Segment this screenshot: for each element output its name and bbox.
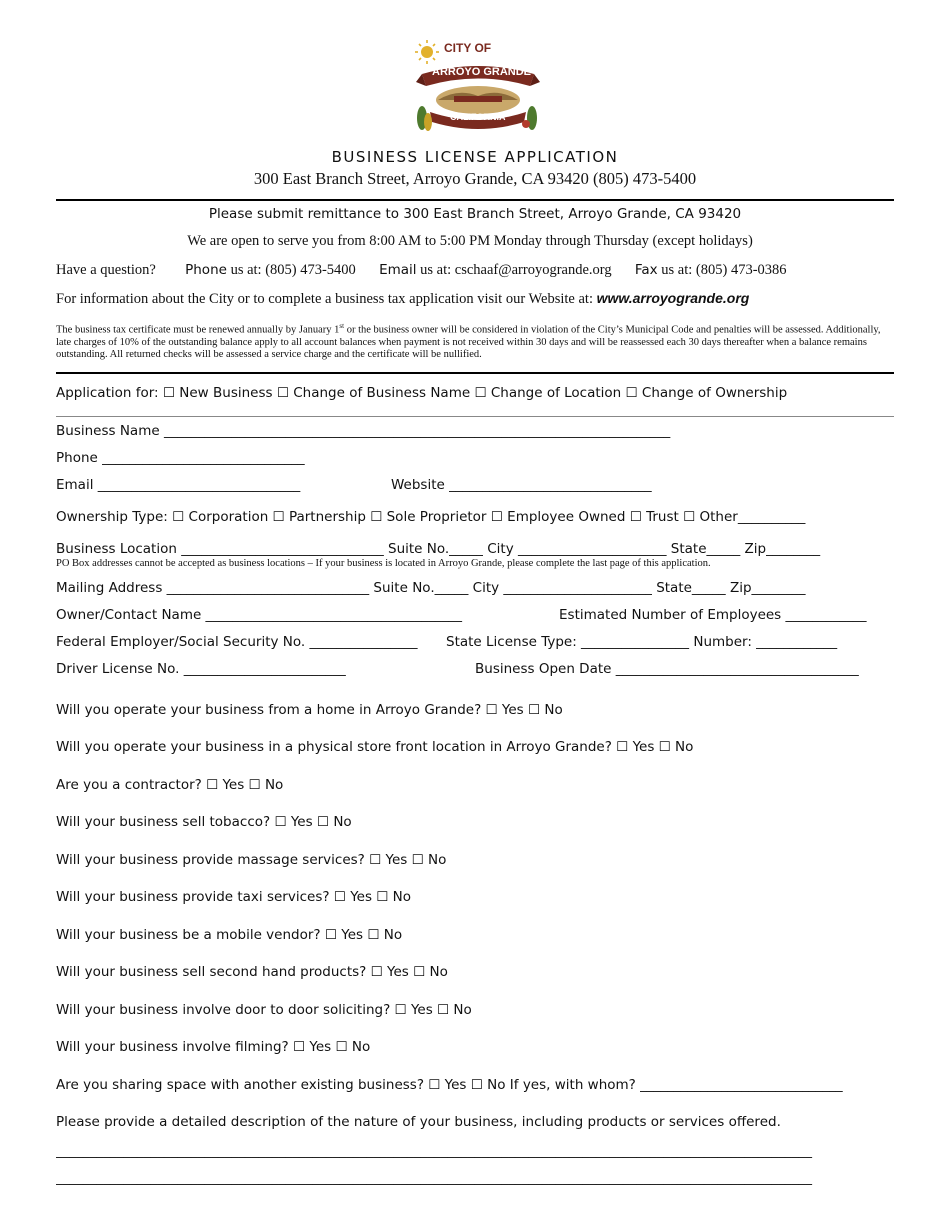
business-name-field[interactable]: Business Name ___________________________________________________________________________ xyxy=(56,423,671,439)
po-box-note: PO Box addresses cannot be accepted as business locations – If your business is located in Arroyo Grande, please complete the last page of this application. xyxy=(56,558,711,569)
question-second-hand[interactable]: Will your business sell second hand products? ☐ Yes ☐ No xyxy=(56,964,448,980)
state-license-field[interactable]: State License Type: ________________ Number: ____________ xyxy=(446,634,838,650)
website-link[interactable]: www.arroyogrande.org xyxy=(596,290,750,306)
phone-value: us at: (805) 473-5400 xyxy=(226,262,356,278)
question-storefront[interactable]: Will you operate your business in a physical store front location in Arroyo Grande? ☐ Yes ☐ No xyxy=(56,739,694,755)
contact-row xyxy=(56,262,787,279)
logo-city-of-text: CITY OF xyxy=(444,41,492,55)
description-line-2[interactable]: ________________________________________________________________________________________________________________ xyxy=(56,1170,812,1186)
business-location-row[interactable]: Business Location ______________________________ Suite No._____ City ______________________ State_____ Zip________ xyxy=(56,541,821,557)
email-field[interactable]: Email ______________________________ xyxy=(56,477,301,493)
ownership-type-row[interactable]: Ownership Type: ☐ Corporation ☐ Partnership ☐ Sole Proprietor ☐ Employee Owned ☐ Trust ☐ Other__________ xyxy=(56,509,806,525)
sun-icon xyxy=(415,40,439,64)
notice-text-2: or the business owner will be considered in violation of the City’s Municipal Code and penalties will be assessed. Additionally, late charges of 10% of the outstanding balance apply to all account balances when payment is not received within 30 days and will be reassessed each 30 days thereafter when a balance remains outstanding. All returned checks will be assessed a service charge and the certificate will be nullified. xyxy=(56,324,881,360)
mailing-address-row[interactable]: Mailing Address ______________________________ Suite No._____ City ______________________ State_____ Zip________ xyxy=(56,580,806,596)
question-mobile-vendor[interactable]: Will your business be a mobile vendor? ☐ Yes ☐ No xyxy=(56,927,403,943)
office-hours: We are open to serve you from 8:00 AM to 5:00 PM Monday through Thursday (except holidays) xyxy=(187,233,753,249)
divider-middle xyxy=(56,372,894,374)
notice-sup: st xyxy=(339,322,345,330)
question-label: Have a question? xyxy=(56,262,156,278)
remittance-line: Please submit remittance to 300 East Branch Street, Arroyo Grande, CA 93420 xyxy=(208,206,742,222)
question-taxi[interactable]: Will your business provide taxi services? ☐ Yes ☐ No xyxy=(56,889,412,905)
owner-contact-field[interactable]: Owner/Contact Name ______________________________________ xyxy=(56,607,463,623)
open-date-field[interactable]: Business Open Date ____________________________________ xyxy=(475,661,859,677)
employees-field[interactable]: Estimated Number of Employees ____________ xyxy=(559,607,867,623)
renewal-notice xyxy=(56,320,894,361)
question-tobacco[interactable]: Will your business sell tobacco? ☐ Yes ☐ No xyxy=(56,814,352,830)
website-field[interactable]: Website ______________________________ xyxy=(391,477,652,493)
logo-arroyo-grande-text: ARROYO GRANDE xyxy=(432,66,532,78)
notice-text-1: The business tax certificate must be renewed annually by January 1 xyxy=(56,324,340,336)
question-door-to-door[interactable]: Will your business involve door to door soliciting? ☐ Yes ☐ No xyxy=(56,1002,472,1018)
website-row xyxy=(56,290,749,308)
question-filming[interactable]: Will your business involve filming? ☐ Yes ☐ No xyxy=(56,1039,371,1055)
city-logo xyxy=(414,38,542,136)
question-home[interactable]: Will you operate your business from a home in Arroyo Grande? ☐ Yes ☐ No xyxy=(56,702,563,718)
form-title: BUSINESS LICENSE APPLICATION xyxy=(331,148,619,166)
federal-id-field[interactable]: Federal Employer/Social Security No. ________________ xyxy=(56,634,418,650)
email-value: us at: cschaaf@arroyogrande.org xyxy=(416,262,612,278)
driver-license-field[interactable]: Driver License No. ________________________ xyxy=(56,661,346,677)
description-prompt: Please provide a detailed description of the nature of your business, including products or services offered. xyxy=(56,1114,781,1130)
question-massage[interactable]: Will your business provide massage services? ☐ Yes ☐ No xyxy=(56,852,447,868)
fax-value: us at: (805) 473-0386 xyxy=(657,262,787,278)
phone-field[interactable]: Phone ______________________________ xyxy=(56,450,305,466)
application-for-row[interactable]: Application for: ☐ New Business ☐ Change of Business Name ☐ Change of Location ☐ Change of Ownership xyxy=(56,385,788,401)
phone-label: Phone xyxy=(185,262,227,278)
question-sharing-space[interactable]: Are you sharing space with another existing business? ☐ Yes ☐ No If yes, with whom? ______________________________ xyxy=(56,1077,843,1093)
email-label: Email xyxy=(379,262,417,278)
city-address: 300 East Branch Street, Arroyo Grande, CA 93420 (805) 473-5400 xyxy=(253,169,697,188)
logo-california-text: CALIFORNIA xyxy=(450,112,506,122)
description-line-1[interactable]: ________________________________________________________________________________________________________________ xyxy=(56,1143,812,1159)
divider-top xyxy=(56,199,894,201)
divider-form xyxy=(56,416,894,417)
question-contractor[interactable]: Are you a contractor? ☐ Yes ☐ No xyxy=(56,777,284,793)
fax-label: Fax xyxy=(634,262,658,278)
website-info-text: For information about the City or to complete a business tax application visit our Website at: xyxy=(56,291,597,307)
